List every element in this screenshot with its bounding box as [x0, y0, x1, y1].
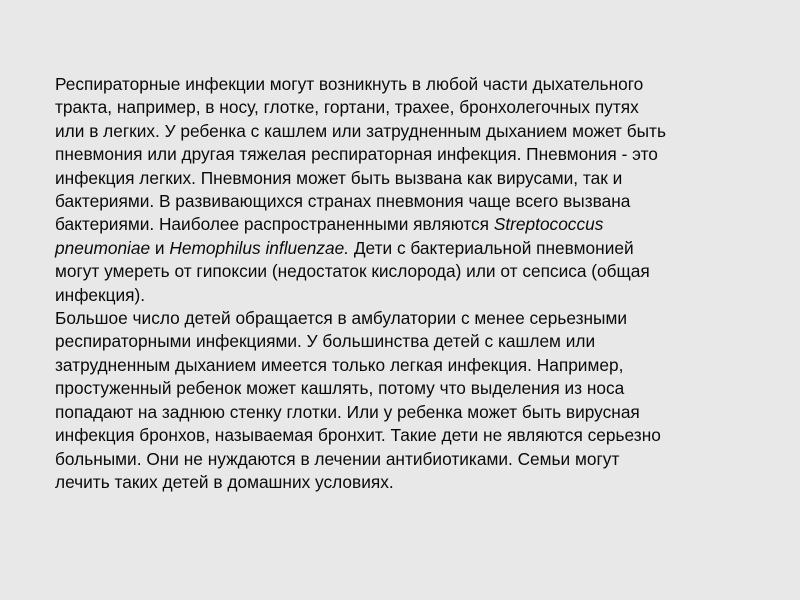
paragraph-respiratory-infections: [55, 73, 760, 307]
text-line: попадают на заднюю стенку глотки. Или у ребенка может быть вирусная: [55, 401, 640, 422]
text-line: пневмония или другая тяжелая респираторная инфекция. Пневмония - это: [55, 144, 658, 165]
paragraph-mild-infections: [55, 307, 760, 494]
text-line: инфекция).: [55, 284, 146, 305]
text-line: затрудненным дыханием имеется только легкая инфекция. Например,: [55, 354, 624, 375]
species-name: pneumoniae: [55, 237, 151, 258]
text-line: pneumoniae и Hemophilus influenzae. Дети с бактериальной пневмонией: [55, 237, 634, 258]
text-line: Большое число детей обращается в амбулатории с менее серьезными: [55, 308, 628, 329]
species-name: Hemophilus influenzae.: [169, 237, 350, 258]
species-name: Streptococcus: [493, 214, 604, 235]
text-line: или в легких. У ребенка с кашлем или затрудненным дыханием может быть: [55, 120, 666, 141]
text-line: лечить таких детей в домашних условиях.: [55, 471, 394, 492]
body-text: [55, 73, 760, 494]
text-line: Респираторные инфекции могут возникнуть в любой части дыхательного: [55, 74, 644, 94]
text-line: больными. Они не нуждаются в лечении антибиотиками. Семьи могут: [55, 448, 620, 469]
text-line: инфекция бронхов, называемая бронхит. Такие дети не являются серьезно: [55, 425, 661, 446]
text-line: бактериями. В развивающихся странах пневмония чаще всего вызвана: [55, 191, 631, 212]
text-line: респираторными инфекциями. У большинства детей с кашлем или: [55, 331, 596, 352]
text-line: простуженный ребенок может кашлять, потому что выделения из носа: [55, 378, 625, 399]
text-line: бактериями. Наиболее распространенными являются Streptococcus: [55, 214, 604, 235]
text-line: могут умереть от гипоксии (недостаток кислорода) или от сепсиса (общая: [55, 261, 650, 282]
text-line: инфекция легких. Пневмония может быть вызвана как вирусами, так и: [55, 167, 623, 188]
text-line: тракта, например, в носу, глотке, гортани, трахее, бронхолегочных путях: [55, 97, 639, 118]
